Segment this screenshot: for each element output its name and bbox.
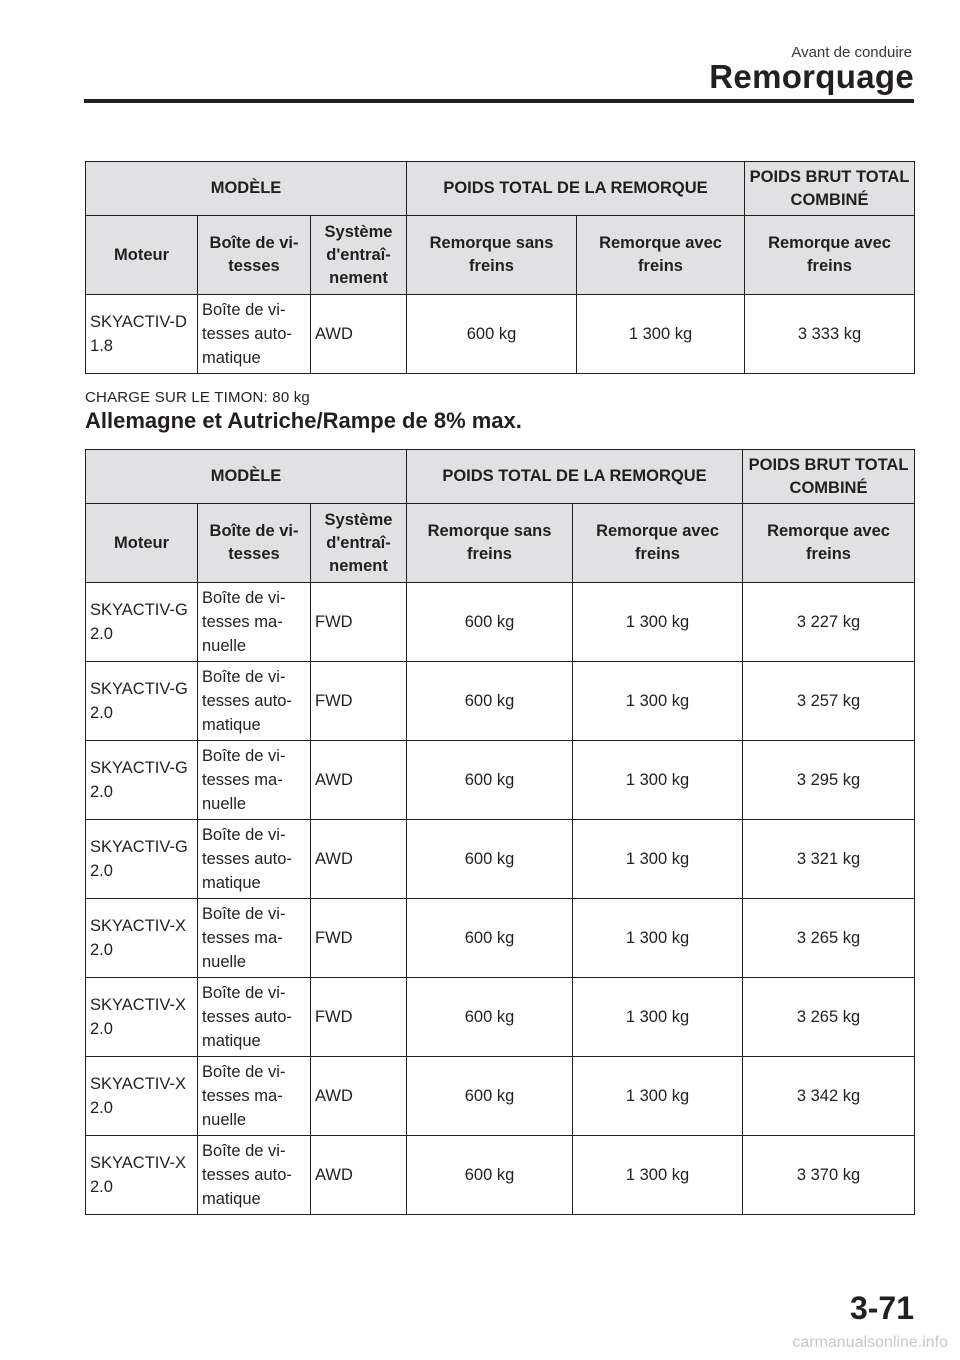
header-rule [84, 99, 914, 103]
table-row [86, 1136, 915, 1215]
gross-weight-cell: 3 265 kg [743, 978, 915, 1057]
towing-table-2 [85, 449, 915, 1215]
no-brakes-cell: 600 kg [407, 583, 573, 662]
drive-cell: AWD [311, 820, 407, 899]
table-row [86, 899, 915, 978]
table-row [86, 978, 915, 1057]
table-row [86, 741, 915, 820]
header-engine: Moteur [86, 216, 198, 295]
header-trailer-weight: POIDS TOTAL DE LA REMORQUE [407, 162, 745, 216]
tongue-load-note: CHARGE SUR LE TIMON: 80 kg [85, 389, 310, 406]
header-model: MODÈLE [86, 162, 407, 216]
gross-weight-cell: 3 333 kg [745, 295, 915, 374]
drive-cell: FWD [311, 978, 407, 1057]
header-no-brakes: Remorque sans freins [407, 216, 577, 295]
engine-cell: SKYACTIV-X 2.0 [86, 899, 198, 978]
engine-cell: SKYACTIV-G 2.0 [86, 662, 198, 741]
drive-cell: FWD [311, 662, 407, 741]
engine-cell: SKYACTIV-G 2.0 [86, 741, 198, 820]
table-row [86, 662, 915, 741]
with-brakes-cell: 1 300 kg [573, 978, 743, 1057]
gross-weight-cell: 3 265 kg [743, 899, 915, 978]
engine-cell: SKYACTIV-X 2.0 [86, 1136, 198, 1215]
no-brakes-cell: 600 kg [407, 662, 573, 741]
gross-weight-cell: 3 227 kg [743, 583, 915, 662]
gross-weight-cell: 3 321 kg [743, 820, 915, 899]
page-number: 3-71 [849, 1290, 914, 1326]
drive-cell: FWD [311, 583, 407, 662]
table-row [86, 820, 915, 899]
no-brakes-cell: 600 kg [407, 1136, 573, 1215]
gross-weight-cell: 3 295 kg [743, 741, 915, 820]
header-gross-weight: POIDS BRUT TOTAL COMBINÉ [745, 162, 915, 216]
towing-table-1 [85, 161, 915, 374]
table-row [86, 295, 915, 374]
page-title: Remorquage [709, 58, 914, 95]
gearbox-cell: Boîte de vi- tesses ma- nuelle [198, 899, 311, 978]
with-brakes-cell: 1 300 kg [573, 1057, 743, 1136]
no-brakes-cell: 600 kg [407, 899, 573, 978]
header-gearbox: Boîte de vi- tesses [198, 504, 311, 583]
no-brakes-cell: 600 kg [407, 741, 573, 820]
no-brakes-cell: 600 kg [407, 978, 573, 1057]
watermark: carmanualsonline.info [792, 1334, 948, 1351]
drive-cell: AWD [311, 1057, 407, 1136]
drive-cell: AWD [311, 1136, 407, 1215]
with-brakes-cell: 1 300 kg [577, 295, 745, 374]
table-row [86, 1057, 915, 1136]
header-trailer-weight: POIDS TOTAL DE LA REMORQUE [407, 450, 743, 504]
with-brakes-cell: 1 300 kg [573, 583, 743, 662]
header-no-brakes: Remorque sans freins [407, 504, 573, 583]
gearbox-cell: Boîte de vi- tesses auto- matique [198, 978, 311, 1057]
header-drive: Système d'entraî- nement [311, 504, 407, 583]
gearbox-cell: Boîte de vi- tesses auto- matique [198, 662, 311, 741]
no-brakes-cell: 600 kg [407, 295, 577, 374]
no-brakes-cell: 600 kg [407, 1057, 573, 1136]
gearbox-cell: Boîte de vi- tesses ma- nuelle [198, 741, 311, 820]
header-with-brakes: Remorque avec freins [573, 504, 743, 583]
with-brakes-cell: 1 300 kg [573, 899, 743, 978]
gearbox-cell: Boîte de vi- tesses auto- matique [198, 1136, 311, 1215]
section-heading: Allemagne et Autriche/Rampe de 8% max. [85, 408, 522, 433]
gross-weight-cell: 3 370 kg [743, 1136, 915, 1215]
gross-weight-cell: 3 257 kg [743, 662, 915, 741]
header-section-label: Avant de conduire [791, 44, 912, 61]
drive-cell: AWD [311, 741, 407, 820]
gearbox-cell: Boîte de vi- tesses auto- matique [198, 820, 311, 899]
header-gearbox: Boîte de vi- tesses [198, 216, 311, 295]
header-gross-with-brakes: Remorque avec freins [745, 216, 915, 295]
engine-cell: SKYACTIV-X 2.0 [86, 1057, 198, 1136]
header-gross-weight: POIDS BRUT TOTAL COMBINÉ [743, 450, 915, 504]
gearbox-cell: Boîte de vi- tesses ma- nuelle [198, 1057, 311, 1136]
gross-weight-cell: 3 342 kg [743, 1057, 915, 1136]
engine-cell: SKYACTIV-G 2.0 [86, 820, 198, 899]
with-brakes-cell: 1 300 kg [573, 1136, 743, 1215]
drive-cell: AWD [311, 295, 407, 374]
header-with-brakes: Remorque avec freins [577, 216, 745, 295]
with-brakes-cell: 1 300 kg [573, 662, 743, 741]
header-gross-with-brakes: Remorque avec freins [743, 504, 915, 583]
header-engine: Moteur [86, 504, 198, 583]
engine-cell: SKYACTIV-D 1.8 [86, 295, 198, 374]
with-brakes-cell: 1 300 kg [573, 741, 743, 820]
with-brakes-cell: 1 300 kg [573, 820, 743, 899]
header-drive: Système d'entraî- nement [311, 216, 407, 295]
drive-cell: FWD [311, 899, 407, 978]
no-brakes-cell: 600 kg [407, 820, 573, 899]
header-model: MODÈLE [86, 450, 407, 504]
engine-cell: SKYACTIV-G 2.0 [86, 583, 198, 662]
gearbox-cell: Boîte de vi- tesses auto- matique [198, 295, 311, 374]
table-row [86, 583, 915, 662]
gearbox-cell: Boîte de vi- tesses ma- nuelle [198, 583, 311, 662]
engine-cell: SKYACTIV-X 2.0 [86, 978, 198, 1057]
